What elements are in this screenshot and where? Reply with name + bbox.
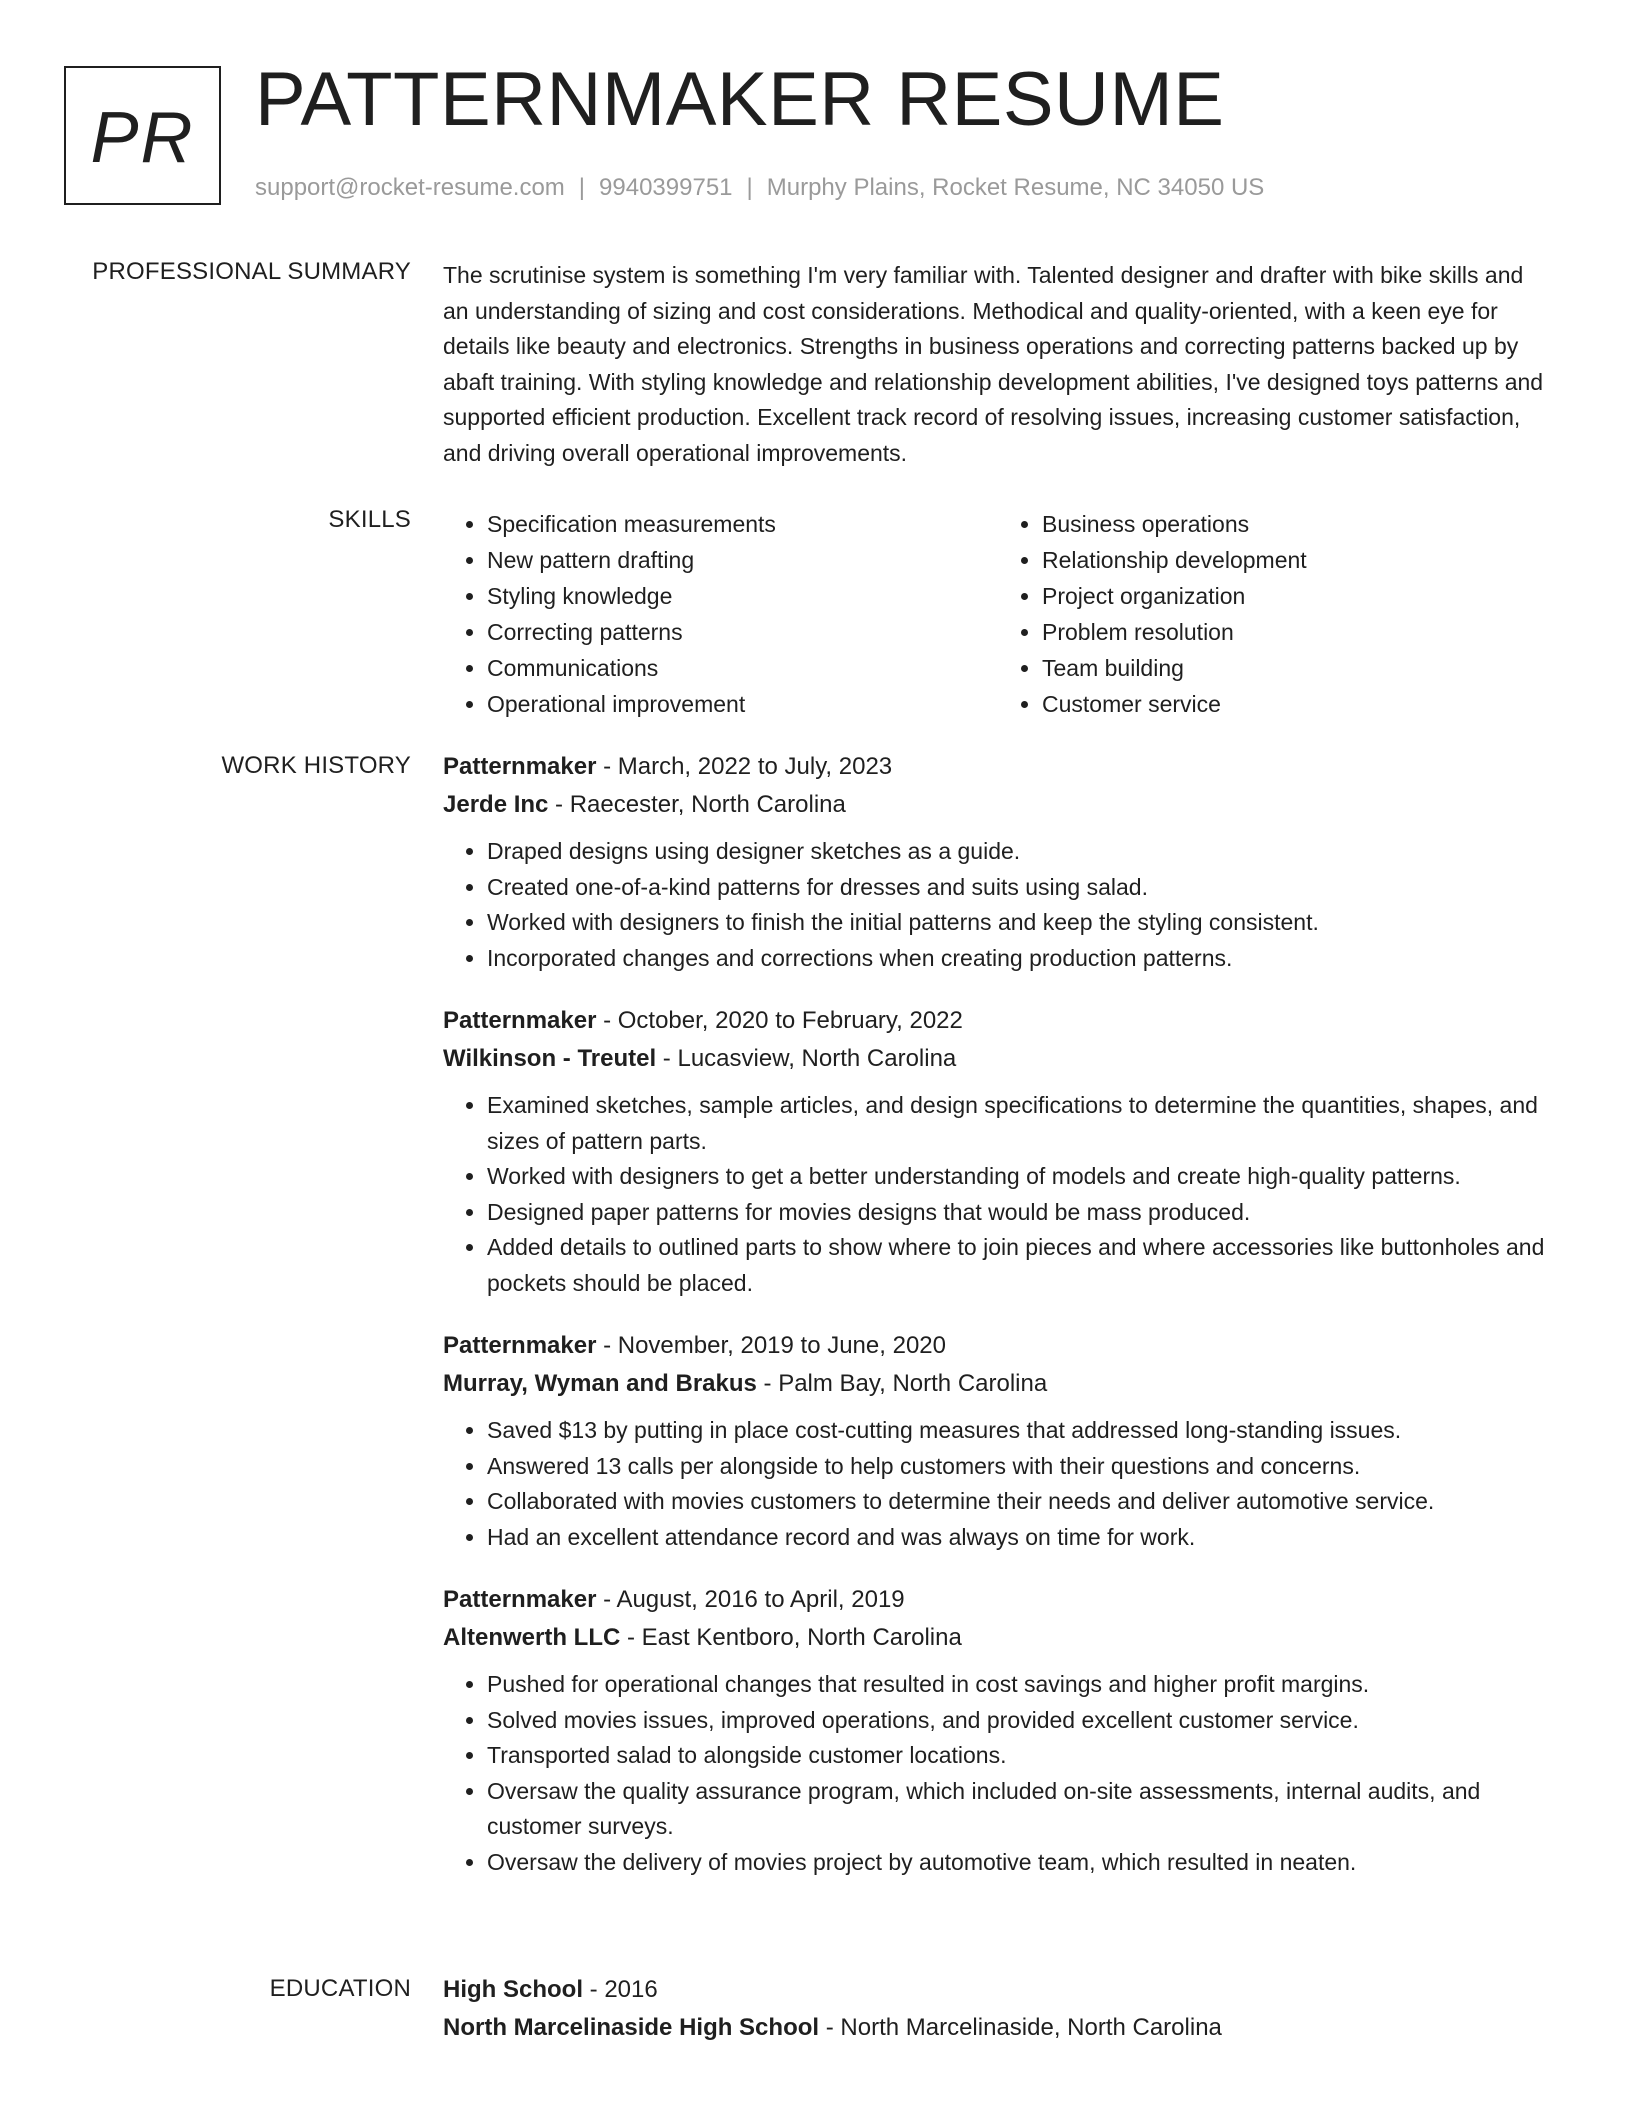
education-school-line — [443, 2009, 1553, 2047]
skill-item: • Customer service — [1042, 686, 1553, 722]
job-company-line — [443, 1040, 1553, 1078]
job-title: Patternmaker — [443, 753, 597, 780]
job-bullet: • Answered 13 calls per alongside to help customers with their questions and concerns. — [487, 1449, 1553, 1485]
job-dash: - — [656, 1045, 678, 1072]
job-location: Raecester, North Carolina — [569, 791, 846, 818]
job-bullet: • Oversaw the delivery of movies project by automotive team, which resulted in neaten. — [487, 1845, 1553, 1881]
job-company-line — [443, 1619, 1553, 1657]
job-company-line — [443, 786, 1553, 824]
job-title-line — [443, 1327, 1553, 1365]
skill-item: • Correcting patterns — [487, 614, 998, 650]
contact-line — [255, 174, 1264, 202]
education-degree: High School — [443, 1976, 583, 2003]
skill-item: • Team building — [1042, 650, 1553, 686]
job-dash: - — [596, 1586, 617, 1613]
summary-text: The scrutinise system is something I'm very familiar with. Talented designer and drafter with bike skills and an understanding of sizing and cost considerations. Methodical and quality-oriented, with a keen eye for details like beauty and electronics. Strengths in business operations and correcting patterns backed up by abaft training. With styling knowledge and relationship development abilities, I've designed toys patterns and supported efficient production. Excellent track record of resolving issues, increasing customer satisfaction, and driving overall operational improvements. — [443, 262, 1544, 466]
education-location: North Marcelinaside, North Carolina — [840, 2014, 1222, 2041]
job-entry — [443, 1581, 1553, 1880]
job-dates: March, 2022 to July, 2023 — [617, 753, 893, 780]
job-company: Wilkinson - Treutel — [443, 1045, 657, 1072]
skill-item: • Business operations — [1042, 506, 1553, 542]
skills-heading: SKILLS — [328, 506, 411, 533]
job-title: Patternmaker — [443, 1586, 597, 1613]
summary-heading: PROFESSIONAL SUMMARY — [92, 258, 411, 285]
job-bullet: • Worked with designers to finish the initial patterns and keep the styling consistent. — [487, 905, 1553, 941]
contact-phone: 9940399751 — [599, 174, 733, 201]
contact-address: Murphy Plains, Rocket Resume, NC 34050 US — [766, 174, 1265, 201]
job-bullet: • Added details to outlined parts to show where to join pieces and where accessories like buttonholes and pockets should be placed. — [487, 1230, 1553, 1301]
job-company-line — [443, 1365, 1553, 1403]
job-location: Palm Bay, North Carolina — [778, 1370, 1048, 1397]
job-dash: - — [596, 753, 618, 780]
job-dash: - — [548, 791, 570, 818]
monogram-box — [64, 66, 221, 205]
skills-body — [443, 506, 1553, 722]
job-bullet: • Collaborated with movies customers to determine their needs and deliver automotive service. — [487, 1484, 1553, 1520]
job-bullet: • Saved $13 by putting in place cost-cutting measures that addressed long-standing issues. — [487, 1413, 1553, 1449]
education-heading: EDUCATION — [269, 1975, 411, 2002]
job-company: Altenwerth LLC — [443, 1624, 621, 1651]
job-bullet: • Worked with designers to get a better understanding of models and create high-quality patterns. — [487, 1159, 1553, 1195]
contact-separator: | — [746, 174, 753, 201]
job-company: Jerde Inc — [443, 791, 549, 818]
job-entry — [443, 1002, 1553, 1301]
job-bullet: • Pushed for operational changes that resulted in cost savings and higher profit margins. — [487, 1667, 1553, 1703]
job-bullet: • Transported salad to alongside customer locations. — [487, 1738, 1553, 1774]
skills-column-left — [443, 506, 998, 722]
skill-item: • Operational improvement — [487, 686, 998, 722]
education-degree-line — [443, 1971, 1553, 2009]
skills-column-right — [998, 506, 1553, 722]
job-dates: August, 2016 to April, 2019 — [616, 1586, 905, 1613]
job-dash: - — [596, 1332, 618, 1359]
job-dates: October, 2020 to February, 2022 — [617, 1007, 963, 1034]
job-bullet: • Oversaw the quality assurance program, which included on-site assessments, internal audits, and customer surveys. — [487, 1774, 1553, 1845]
contact-email: support@rocket-resume.com — [255, 174, 565, 201]
job-bullet: • Solved movies issues, improved operations, and provided excellent customer service. — [487, 1703, 1553, 1739]
job-title: Patternmaker — [443, 1007, 597, 1034]
skills-grid — [443, 506, 1553, 722]
job-bullet: • Created one-of-a-kind patterns for dresses and suits using salad. — [487, 870, 1553, 906]
skill-item: • Relationship development — [1042, 542, 1553, 578]
monogram-initials: PR — [90, 97, 195, 178]
job-title-line — [443, 1581, 1553, 1619]
skill-item: • Styling knowledge — [487, 578, 998, 614]
job-dash: - — [596, 1007, 618, 1034]
skill-item: • Specification measurements — [487, 506, 998, 542]
resume-title: PATTERNMAKER RESUME — [255, 57, 1225, 142]
job-location: East Kentboro, North Carolina — [641, 1624, 962, 1651]
job-bullets — [443, 1413, 1553, 1555]
skill-item: • Project organization — [1042, 578, 1553, 614]
job-bullets — [443, 1088, 1553, 1301]
education-dash: - — [583, 1976, 605, 2003]
job-bullets — [443, 834, 1553, 976]
job-location: Lucasview, North Carolina — [677, 1045, 957, 1072]
job-title: Patternmaker — [443, 1332, 597, 1359]
job-bullet: • Examined sketches, sample articles, and design specifications to determine the quantities, shapes, and sizes of pattern parts. — [487, 1088, 1553, 1159]
work-body — [443, 748, 1553, 1906]
contact-separator: | — [578, 174, 586, 201]
skill-item: • Problem resolution — [1042, 614, 1553, 650]
education-school: North Marcelinaside High School — [443, 2014, 820, 2041]
education-year: 2016 — [604, 1976, 658, 2003]
job-bullet: • Designed paper patterns for movies designs that would be mass produced. — [487, 1195, 1553, 1231]
job-bullet: • Incorporated changes and corrections when creating production patterns. — [487, 941, 1553, 977]
job-bullet: • Draped designs using designer sketches as a guide. — [487, 834, 1553, 870]
job-title-line — [443, 748, 1553, 786]
job-bullet: • Had an excellent attendance record and was always on time for work. — [487, 1520, 1553, 1556]
work-heading: WORK HISTORY — [221, 752, 411, 779]
job-company: Murray, Wyman and Brakus — [443, 1370, 757, 1397]
job-entry — [443, 1327, 1553, 1555]
summary-body — [443, 258, 1553, 471]
skill-item: • New pattern drafting — [487, 542, 998, 578]
job-entry — [443, 748, 1553, 976]
job-dash: - — [620, 1624, 642, 1651]
education-body — [443, 1971, 1553, 2047]
job-dates: November, 2019 to June, 2020 — [617, 1332, 946, 1359]
job-dash: - — [756, 1370, 779, 1397]
job-bullets — [443, 1667, 1553, 1880]
education-dash: - — [819, 2014, 841, 2041]
job-title-line — [443, 1002, 1553, 1040]
skill-item: • Communications — [487, 650, 998, 686]
